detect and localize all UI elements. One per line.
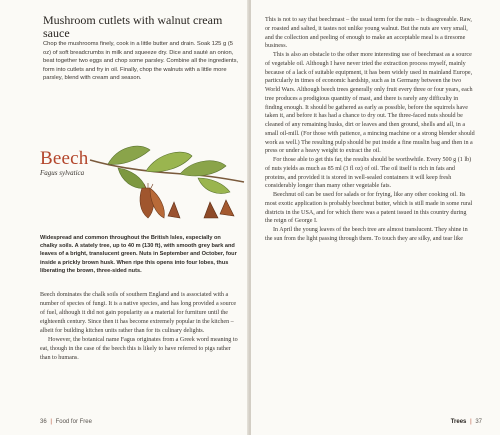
left-page <box>0 0 249 435</box>
footer-separator: | <box>470 419 472 425</box>
plant-description: Widespread and common throughout the British Isles, especially on chalky soils. A stately tree, up to 40 m (130 ft), with smooth grey bark and leaves of a bright, translucent green. Nuts in September and October, four inside a prickly brown husk. When ripe this opens into four lobes, thus liberating the brown, three-sided nuts. <box>40 235 237 274</box>
beech-leaf <box>198 178 230 193</box>
left-body-text <box>40 291 240 363</box>
footer-separator: | <box>50 419 52 425</box>
page-number: 37 <box>475 419 482 425</box>
paragraph: This is also an obstacle to the other more interesting use of beechmast as a source of vegetable oil. Although I have never tried the extraction process myself, mainly because of a lack of suitable equipment, it has been widely used in mainland Europe, particularly in times of economic hardship, such as in Germany between the two World Wars. Although beech trees generally only fruit every three or four years, each tree produces a prodigious quantity of mast, and there is rarely any difficulty in finding enough. It should be gathered as early as possible, before the squirrels have taken it, and before it has had a chance to dry out. The three-faced nuts should be cleaned of any remaining husks, dirt or leaves and then ground, shells and all, in a small oil-mill. (For those with patience, a mincing machine or a strong blender should work as well.) The resulting pulp should be put inside a fine muslin bag and then in a press or under a heavy weight to extract the oil. <box>265 52 475 155</box>
beech-leaf <box>108 146 150 164</box>
section-title: Trees <box>450 419 467 425</box>
beech-leaf <box>180 161 226 176</box>
recipe-instructions: Chop the mushrooms finely, cook in a little butter and drain. Soak 125 g (5 oz) of soft breadcrumbs in milk and squeeze dry. Dice and sauté an onion, beat together two eggs and chop some parsley. Combine all the ingredients, form into cutlets and fry in oil. Finally, chop the walnuts with a little more parsley, blend with cream and season. <box>43 41 239 82</box>
paragraph: However, the botanical name Fagus originates from a Greek word meaning to eat, though in the case of the beech this is likely to have referred to pigs rather than to humans. <box>40 337 238 361</box>
paragraph: Beech dominates the chalk soils of southern England and is associated with a number of species of fungi. It is a native species, and has long provided a source of fuel, although it did not gain popularity as a material for furniture until the eighteenth century. Since then it has become extremely popular in the kitchen – albeit for building kitchen units rather than for its culinary delights. <box>40 292 237 334</box>
plant-name-heading: Beech <box>40 148 89 169</box>
right-footer <box>451 419 482 425</box>
left-footer <box>40 419 92 425</box>
paragraph: This is not to say that beechmast – the usual term for the nuts – is disagreeable. Raw, or roasted and salted, it tastes not unlike young walnut. But the nuts are very small, and the collection and peeling of enough to make an acceptable meal is a tiresome business. <box>265 17 472 50</box>
right-page <box>251 0 500 435</box>
beech-husk <box>140 183 164 218</box>
book-title: Food for Free <box>55 419 92 425</box>
beech-nut <box>168 202 180 218</box>
right-body-text <box>265 16 475 244</box>
plant-latin-name: Fagus sylvatica <box>40 169 85 177</box>
beech-nut <box>204 202 218 218</box>
paragraph: Beechnut oil can be used for salads or for frying, like any other cooking oil. Its most exotic application is probably beechnut butter, which is still made in some rural districts in the USA, and for which there was a patent issued in this country during the reign of George I. <box>265 192 473 225</box>
paragraph: For those able to get this far, the results should be worthwhile. Every 500 g (1 lb) of nuts yields as much as 85 ml (3 fl oz) of oil. The oil itself is rich in fats and proteins, and provided it is stored in well-sealed containers it will keep fresh considerably longer than many other vegetable fats. <box>265 157 472 190</box>
paragraph: In April the young leaves of the beech tree are almost translucent. They shine in the sun from the light passing through them. To touch they are silky, and tear like <box>265 227 468 242</box>
beech-nut <box>220 200 234 216</box>
beech-illustration <box>88 138 246 226</box>
recipe-title: Mushroom cutlets with walnut cream sauce <box>43 13 223 40</box>
page-number: 36 <box>40 419 47 425</box>
